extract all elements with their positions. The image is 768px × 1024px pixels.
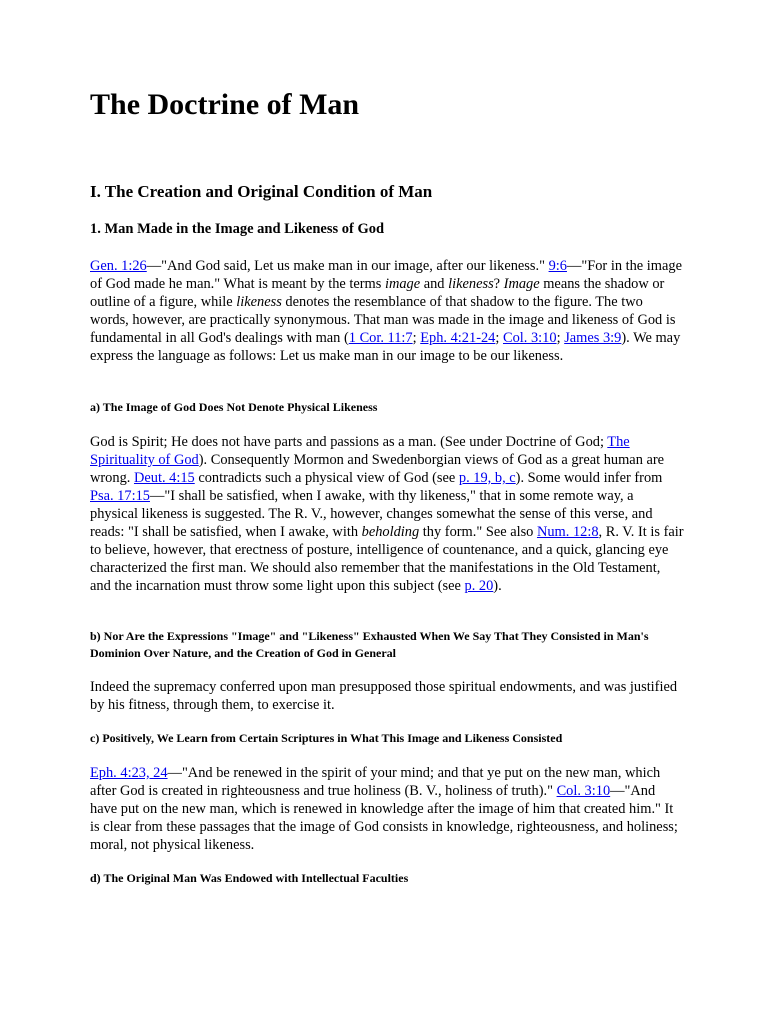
paragraph-not-physical: God is Spirit; He does not have parts and passions as a man. (See under Doctrine of God; The Spirituality of God). Consequently Mormon and Swedenborgian views of God as a great human are wrong. Deut. 4:15 contradicts such a physical view of God (see p. 19, b, c). Some would infer from Psa. 17:15—"I shall be satisfied, when I awake, with thy likeness," that in some remote way, a physical likeness is suggested. The R. V., however, changes somewhat the sense of this verse, and reads: "I shall be satisfied, when I awake, with beholding thy form." See also Num. 12:8, R. V. It is fair to believe, however, that erectness of posture, intelligence of countenance, and a quick, glancing eye characterized the first man. We should also remember that the manifestations in the Old Testament, and the incarnation must throw some light upon this subject (see p. 20). <box>90 434 684 594</box>
page-link-p20[interactable]: p. 20 <box>464 578 494 594</box>
scripture-link-9-6[interactable]: 9:6 <box>548 258 567 274</box>
subheading-b: b) Nor Are the Expressions "Image" and "Likeness" Exhausted When We Say That They Consisted in Man's Dominion Over Nature, and the Creation of God in General <box>90 629 649 660</box>
scripture-link-col-3-10-b[interactable]: Col. 3:10 <box>556 783 611 799</box>
scripture-link-col-3-10[interactable]: Col. 3:10 <box>503 330 557 346</box>
scripture-link-gen-1-26[interactable]: Gen. 1:26 <box>90 258 147 274</box>
scripture-link-james-3-9[interactable]: James 3:9 <box>564 330 622 346</box>
subheading-c: c) Positively, We Learn from Certain Scriptures in What This Image and Likeness Consisted <box>90 731 563 745</box>
page-link-p19[interactable]: p. 19, b, c <box>458 470 516 486</box>
link-spirituality-of-god[interactable]: The Spirituality of God <box>90 434 630 468</box>
section-heading: I. The Creation and Original Condition of Man <box>90 182 433 201</box>
paragraph-positive: Eph. 4:23, 24—"And be renewed in the spirit of your mind; and that ye put on the new man, which after God is created in righteousness and true holiness (B. V., holiness of truth)." Col. 3:10—"And have put on the new man, which is renewed in knowledge after the image of him that created him." It is clear from these passages that the image of God consists in knowledge, righteousness, and holiness; moral, not physical likeness. <box>90 765 678 853</box>
paragraph-image-likeness: Gen. 1:26—"And God said, Let us make man in our image, after our likeness." 9:6—"For in the image of God made he man." What is meant by the terms image and likeness? Image means the shadow or outline of a figure, while likeness denotes the resemblance of that shadow to the figure. The two words, however, are practically synonymous. That man was made in the image and likeness of God is fundamental in all God's dealings with man (1 Cor. 11:7; Eph. 4:21-24; Col. 3:10; James 3:9). We may express the language as follows: Let us make man in our image to be our likeness. <box>90 258 682 364</box>
page-title: The Doctrine of Man <box>90 88 360 121</box>
subsection-heading: 1. Man Made in the Image and Likeness of God <box>90 221 385 237</box>
scripture-link-1-cor-11-7[interactable]: 1 Cor. 11:7 <box>348 330 413 346</box>
subheading-a: a) The Image of God Does Not Denote Physical Likeness <box>90 400 378 414</box>
scripture-link-psa-17-15[interactable]: Psa. 17:15 <box>90 488 150 504</box>
subheading-d: d) The Original Man Was Endowed with Intellectual Faculties <box>90 871 409 885</box>
scripture-link-num-12-8[interactable]: Num. 12:8 <box>536 524 599 540</box>
scripture-link-eph-4-23-24[interactable]: Eph. 4:23, 24 <box>90 765 168 781</box>
scripture-link-deut-4-15[interactable]: Deut. 4:15 <box>133 470 195 486</box>
scripture-link-eph-4-21-24[interactable]: Eph. 4:21-24 <box>420 330 496 346</box>
paragraph-supremacy: Indeed the supremacy conferred upon man presupposed those spiritual endowments, and was justified by his fitness, through them, to exercise it. <box>90 679 678 713</box>
